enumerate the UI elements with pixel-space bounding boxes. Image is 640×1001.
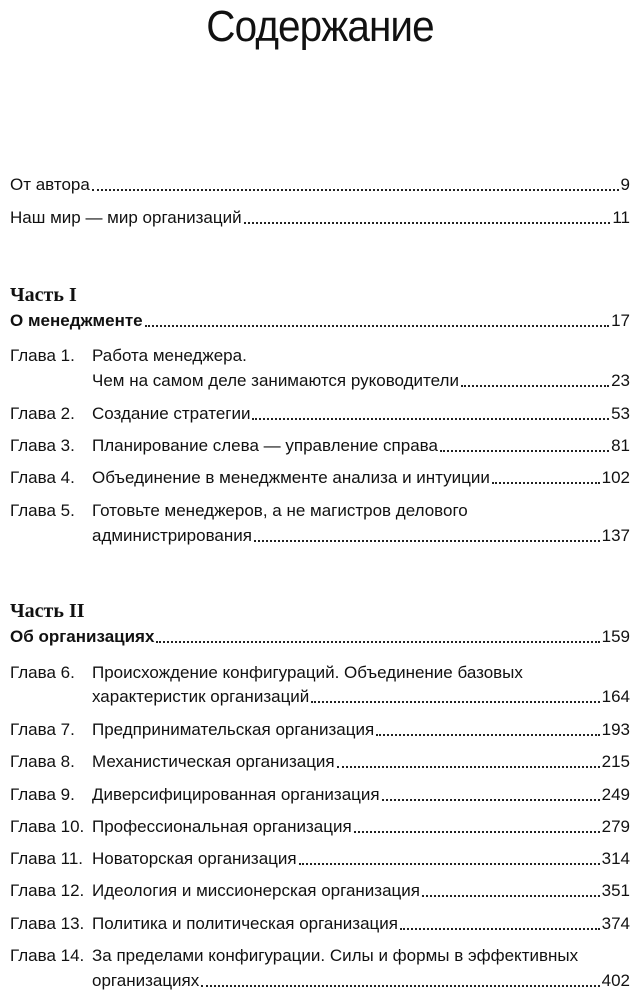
- toc-entry-chapter-10[interactable]: [10, 816, 630, 838]
- leader-dots: [299, 863, 600, 865]
- toc-page-number: 11: [612, 208, 630, 227]
- toc-page-number: 351: [601, 881, 630, 900]
- chapter-title-line: Происхождение конфигураций. Объединение базовых: [92, 663, 523, 682]
- toc-page-number: 53: [611, 404, 630, 423]
- toc-page-number: 314: [601, 849, 630, 868]
- leader-dots: [440, 450, 609, 452]
- toc-page-number: 193: [601, 720, 630, 739]
- toc-entry-chapter-14[interactable]: [92, 970, 630, 992]
- leader-dots: [156, 641, 599, 643]
- toc-page-number: 159: [601, 627, 630, 646]
- chapter-title: Механистическая организация: [92, 752, 335, 771]
- chapter-label: Глава 4.: [10, 468, 75, 487]
- leader-dots: [244, 222, 611, 224]
- chapter-label: Глава 8.: [10, 752, 75, 771]
- toc-page-number: 81: [611, 436, 630, 455]
- part-heading: Часть II: [10, 600, 85, 622]
- chapter-label: Глава 11.: [10, 849, 84, 868]
- part-subtitle: Об организациях: [10, 627, 155, 646]
- part-heading: Часть I: [10, 284, 77, 306]
- page-title: Содержание: [206, 2, 434, 51]
- toc-entry-chapter-2[interactable]: [10, 403, 630, 425]
- toc-entry-our-world[interactable]: [10, 207, 630, 229]
- toc-page-number: 23: [611, 371, 630, 390]
- part-subtitle-entry[interactable]: [10, 626, 630, 648]
- toc-page-number: 102: [601, 468, 630, 487]
- chapter-label: Глава 6.: [10, 663, 75, 682]
- toc-page-number: 374: [601, 914, 630, 933]
- toc-entry-text: От автора: [10, 175, 90, 194]
- toc-page-number: 402: [601, 971, 630, 990]
- chapter-title: Создание стратегии: [92, 404, 251, 423]
- part-subtitle-entry[interactable]: [10, 310, 630, 332]
- leader-dots: [376, 734, 599, 736]
- toc-entry-chapter-8[interactable]: [10, 751, 630, 773]
- leader-dots: [337, 766, 600, 768]
- chapter-label: Глава 10.: [10, 817, 85, 836]
- leader-dots: [354, 831, 600, 833]
- chapter-label: Глава 14.: [10, 946, 85, 965]
- leader-dots: [400, 928, 600, 930]
- leader-dots: [461, 385, 609, 387]
- leader-dots: [311, 701, 599, 703]
- toc-page-number: 137: [601, 526, 630, 545]
- toc-entry-from-author[interactable]: [10, 174, 630, 196]
- toc-entry-chapter-13[interactable]: [10, 913, 630, 935]
- toc-page-number: 249: [601, 785, 630, 804]
- toc-entry-text: Наш мир — мир организаций: [10, 208, 242, 227]
- chapter-title-line: администрирования: [92, 526, 252, 545]
- toc-entry-chapter-6[interactable]: [92, 686, 630, 708]
- chapter-title-line: организациях: [92, 971, 200, 990]
- toc-entry-chapter-1[interactable]: [92, 370, 630, 392]
- toc-page-number: 164: [601, 687, 630, 706]
- chapter-label: Глава 13.: [10, 914, 85, 933]
- chapter-title: Политика и политическая организация: [92, 914, 398, 933]
- toc-entry-chapter-7[interactable]: [10, 719, 630, 741]
- toc-entry-chapter-4[interactable]: [10, 467, 630, 489]
- chapter-title-line: Работа менеджера.: [92, 346, 247, 365]
- chapter-title-line: За пределами конфигурации. Силы и формы в эффективных: [92, 946, 579, 965]
- leader-dots: [252, 418, 609, 420]
- chapter-label: Глава 2.: [10, 404, 75, 423]
- leader-dots: [254, 540, 600, 542]
- chapter-label: Глава 3.: [10, 436, 75, 455]
- chapter-title-line: Готовьте менеджеров, а не магистров делового: [92, 501, 468, 520]
- chapter-label: Глава 7.: [10, 720, 75, 739]
- leader-dots: [92, 189, 619, 191]
- chapter-title-line: Чем на самом деле занимаются руководители: [92, 371, 459, 390]
- toc-entry-chapter-5[interactable]: [92, 525, 630, 547]
- chapter-label: Глава 5.: [10, 501, 75, 520]
- toc-page-number: 215: [601, 752, 630, 771]
- part-subtitle: О менеджменте: [10, 311, 143, 330]
- chapter-title: Предпринимательская организация: [92, 720, 375, 739]
- toc-entry-chapter-3[interactable]: [10, 435, 630, 457]
- toc-entry-chapter-9[interactable]: [10, 784, 630, 806]
- toc-page-number: 279: [601, 817, 630, 836]
- chapter-label: Глава 9.: [10, 785, 75, 804]
- chapter-title: Профессиональная организация: [92, 817, 352, 836]
- chapter-title: Объединение в менеджменте анализа и интуиции: [92, 468, 490, 487]
- chapter-label: Глава 1.: [10, 346, 75, 365]
- leader-dots: [492, 482, 600, 484]
- leader-dots: [422, 895, 600, 897]
- leader-dots: [145, 325, 609, 327]
- leader-dots: [382, 799, 600, 801]
- chapter-title: Диверсифицированная организация: [92, 785, 380, 804]
- chapter-title: Идеология и миссионерская организация: [92, 881, 420, 900]
- toc-entry-chapter-12[interactable]: [10, 880, 630, 902]
- toc-page-number: 17: [611, 311, 630, 330]
- chapter-title: Планирование слева — управление справа: [92, 436, 438, 455]
- chapter-title: Новаторская организация: [92, 849, 297, 868]
- chapter-title-line: характеристик организаций: [92, 687, 310, 706]
- toc-entry-chapter-11[interactable]: [10, 848, 630, 870]
- chapter-label: Глава 12.: [10, 881, 85, 900]
- toc-page-number: 9: [620, 175, 630, 194]
- leader-dots: [201, 985, 599, 987]
